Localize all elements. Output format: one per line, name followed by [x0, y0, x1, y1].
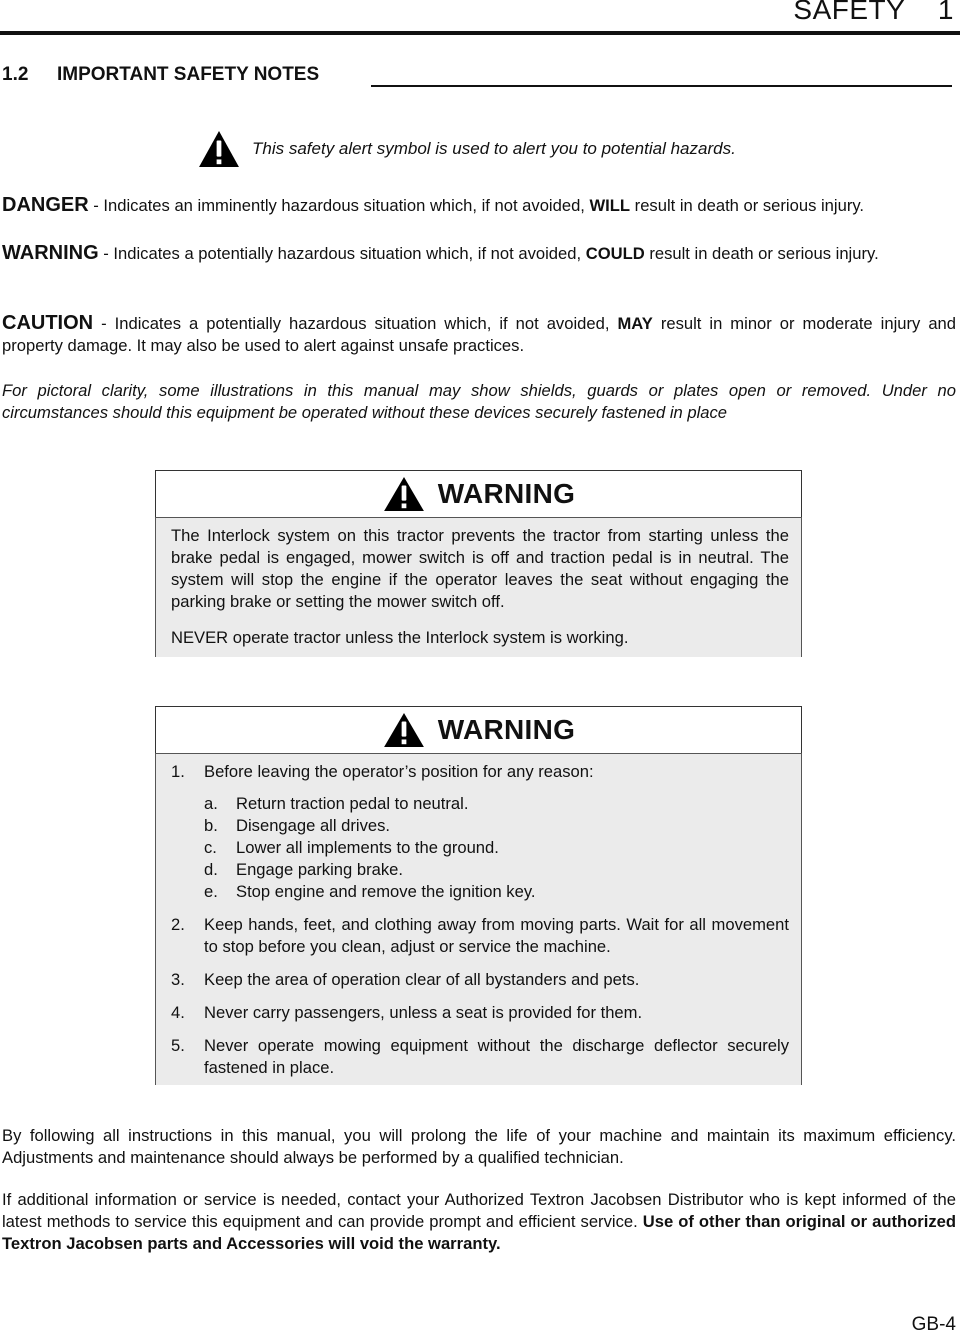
- operator-warning-box: [155, 706, 802, 1085]
- warranty-notice: Use of other than original or authorized Textron Jacobsen parts and Accessories will void the warranty.: [2, 1212, 956, 1253]
- pictorial-clarity-note: For pictoral clarity, some illustrations in this manual may show shields, guards or plates open or removed. Under no circumstances should this equipment be operated without these devices securely fastened in place: [2, 381, 956, 422]
- list-item: a. Return traction pedal to neutral.: [204, 794, 469, 813]
- warning-box-header: [155, 470, 802, 517]
- interlock-warning-box: [155, 470, 802, 657]
- warning-box-body: [155, 753, 802, 1085]
- warning-box-body: [155, 517, 802, 657]
- warning-triangle-icon: [198, 130, 240, 168]
- safety-alert-line: [198, 129, 736, 169]
- interlock-never-operate: NEVER operate tractor unless the Interlock system is working.: [171, 628, 629, 647]
- warning-label: WARNING: [2, 242, 99, 264]
- caution-label: CAUTION: [2, 312, 94, 334]
- safety-instruction-list: [171, 761, 789, 1079]
- list-item: 4. Never carry passengers, unless a seat is provided for them.: [171, 1003, 643, 1022]
- warning-box-title: WARNING: [437, 478, 576, 509]
- list-item: 5. Never operate mowing equipment without the discharge deflector securely fastened in place.: [171, 1036, 789, 1077]
- warning-triangle-icon: [382, 476, 426, 512]
- warning-definition: WARNING - Indicates a potentially hazardous situation which, if not avoided, COULD result in death or serious injury.: [2, 242, 879, 264]
- list-item: d. Engage parking brake.: [204, 860, 403, 879]
- list-item: 2. Keep hands, feet, and clothing away from moving parts. Wait for all movement to stop before you clean, adjust or service the machine.: [171, 915, 789, 956]
- warning-triangle-icon: [382, 712, 426, 748]
- section-heading: [2, 64, 319, 86]
- safety-alert-description: This safety alert symbol is used to alert you to potential hazards.: [252, 139, 736, 158]
- header-divider: [0, 31, 960, 35]
- list-item: 1. Before leaving the operator’s position for any reason: a. Return traction pedal to neutral. b. Disengage all drives. c. Lower all implements to the ground. d. Engage parking brake. e. Stop engine and remove the ignition key.: [171, 761, 789, 903]
- section-title: IMPORTANT SAFETY NOTES: [57, 64, 320, 85]
- warning-box-header: [155, 706, 802, 753]
- interlock-description: The Interlock system on this tractor prevents the tractor from starting unless the brake pedal is engaged, mower switch is off and traction pedal is in neutral. The system will stop the engine if the operator leaves the seat without engaging the parking brake or setting the mower switch off.: [171, 526, 789, 611]
- list-item: 3. Keep the area of operation clear of all bystanders and pets.: [171, 970, 640, 989]
- caution-definition: CAUTION - Indicates a potentially hazardous situation which, if not avoided, MAY result in minor or moderate injury and property damage. It may also be used to alert against unsafe practices.: [2, 312, 956, 355]
- section-number: 1.2: [2, 64, 29, 85]
- leaving-position-steps: [204, 793, 789, 903]
- list-item: e. Stop engine and remove the ignition key.: [204, 882, 536, 901]
- warning-box-title: WARNING: [437, 714, 576, 745]
- list-item: c. Lower all implements to the ground.: [204, 838, 499, 857]
- list-item: b. Disengage all drives.: [204, 816, 391, 835]
- page-number: GB-4: [911, 1314, 956, 1335]
- page-header-title: SAFETY 1: [793, 0, 954, 25]
- maintenance-paragraph: By following all instructions in this manual, you will prolong the life of your machine and maintain its maximum efficiency. Adjustments and maintenance should always be performed by a qualified technician.: [2, 1126, 956, 1167]
- distributor-paragraph: If additional information or service is needed, contact your Authorized Textron Jacobsen Distributor who is kept informed of the latest methods to service this equipment and can provide prompt and efficient service. Use of other than original or authorized Textron Jacobsen parts and Accessories will void the warranty.: [2, 1190, 956, 1253]
- danger-definition: DANGER - Indicates an imminently hazardous situation which, if not avoided, WILL result in death or serious injury.: [2, 194, 865, 216]
- danger-label: DANGER: [2, 194, 89, 216]
- section-heading-rule: [371, 85, 952, 87]
